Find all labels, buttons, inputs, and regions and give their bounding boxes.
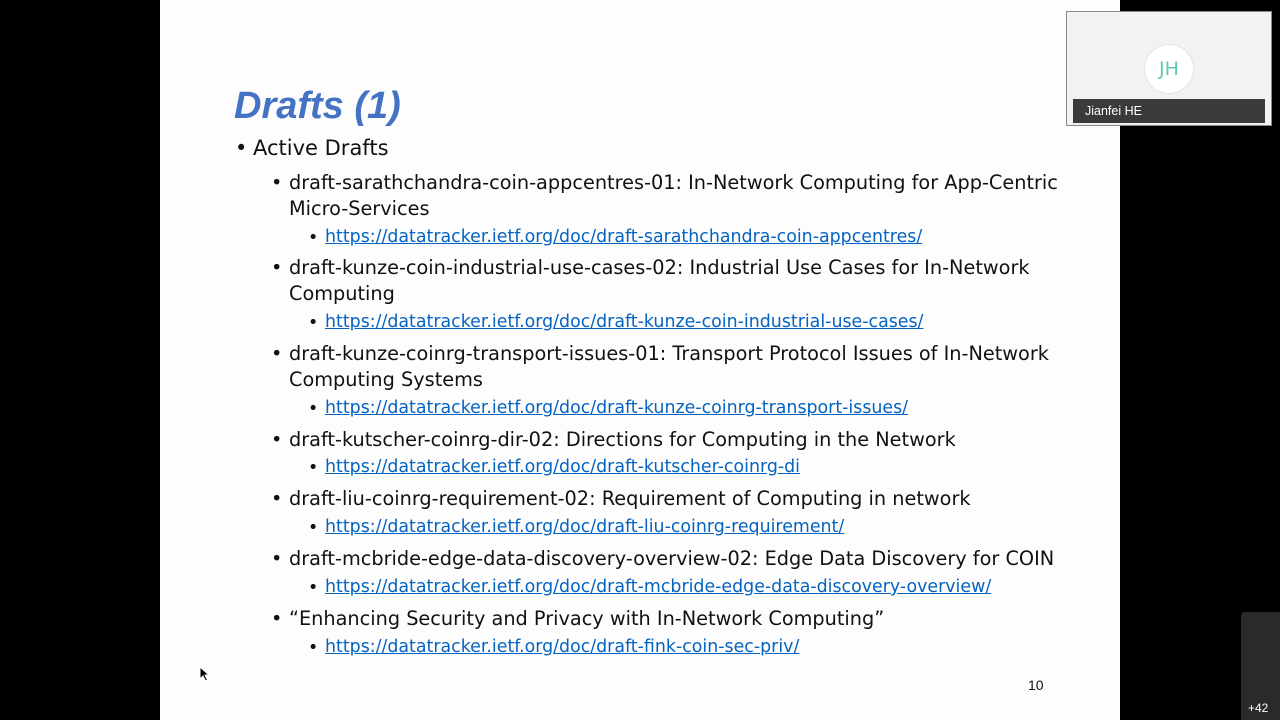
- draft-title-line: “Enhancing Security and Privacy with In-Network Computing”: [289, 607, 885, 630]
- bullet-dot: •: [308, 578, 319, 598]
- bullet-list: [160, 0, 1120, 720]
- draft-title-line: draft-kunze-coin-industrial-use-cases-02: Industrial Use Cases for In-Network: [289, 256, 1030, 279]
- draft-link[interactable]: https://datatracker.ietf.org/doc/draft-mcbride-edge-data-discovery-overview/: [325, 577, 992, 597]
- shared-slide: [160, 0, 1120, 720]
- bullet-dot: •: [308, 518, 319, 538]
- bullet-dot: •: [308, 399, 319, 419]
- bullet-active-drafts: Active Drafts: [253, 136, 389, 160]
- bullet-dot: •: [271, 547, 283, 570]
- more-participants-button[interactable]: [1241, 612, 1280, 720]
- draft-title-line: draft-mcbride-edge-data-discovery-overview-02: Edge Data Discovery for COIN: [289, 547, 1055, 570]
- participants-count: +42: [1248, 701, 1269, 715]
- slide-title: Drafts (1): [234, 85, 401, 127]
- participant-name: Jianfei HE: [1073, 99, 1265, 123]
- slide-page-number: 10: [1028, 677, 1044, 693]
- draft-title-continuation: Computing: [289, 282, 395, 305]
- bullet-dot: •: [271, 171, 283, 194]
- draft-link[interactable]: https://datatracker.ietf.org/doc/draft-fink-coin-sec-priv/: [325, 637, 800, 657]
- bullet-dot: •: [271, 487, 283, 510]
- bullet-dot: •: [235, 136, 248, 160]
- draft-title-line: draft-sarathchandra-coin-appcentres-01: In-Network Computing for App-Centric: [289, 171, 1058, 194]
- bullet-dot: •: [308, 638, 319, 658]
- bullet-dot: •: [308, 458, 319, 478]
- draft-link[interactable]: https://datatracker.ietf.org/doc/draft-sarathchandra-coin-appcentres/: [325, 227, 923, 247]
- draft-title-line: draft-kunze-coinrg-transport-issues-01: Transport Protocol Issues of In-Network: [289, 342, 1049, 365]
- bullet-dot: •: [271, 428, 283, 451]
- draft-link[interactable]: https://datatracker.ietf.org/doc/draft-kunze-coin-industrial-use-cases/: [325, 312, 924, 332]
- draft-title-continuation: Micro-Services: [289, 197, 430, 220]
- draft-title-line: draft-kutscher-coinrg-dir-02: Directions for Computing in the Network: [289, 428, 956, 451]
- bullet-dot: •: [308, 228, 319, 248]
- mouse-cursor-icon: [199, 666, 211, 682]
- bullet-dot: •: [271, 607, 283, 630]
- draft-link[interactable]: https://datatracker.ietf.org/doc/draft-kutscher-coinrg-di: [325, 457, 801, 477]
- bullet-dot: •: [271, 256, 283, 279]
- avatar: JH: [1145, 45, 1193, 93]
- bullet-dot: •: [271, 342, 283, 365]
- draft-link[interactable]: https://datatracker.ietf.org/doc/draft-kunze-coinrg-transport-issues/: [325, 398, 909, 418]
- participant-video-tile[interactable]: [1066, 11, 1272, 126]
- draft-link[interactable]: https://datatracker.ietf.org/doc/draft-liu-coinrg-requirement/: [325, 517, 845, 537]
- bullet-dot: •: [308, 313, 319, 333]
- draft-title-continuation: Computing Systems: [289, 368, 483, 391]
- draft-title-line: draft-liu-coinrg-requirement-02: Requirement of Computing in network: [289, 487, 971, 510]
